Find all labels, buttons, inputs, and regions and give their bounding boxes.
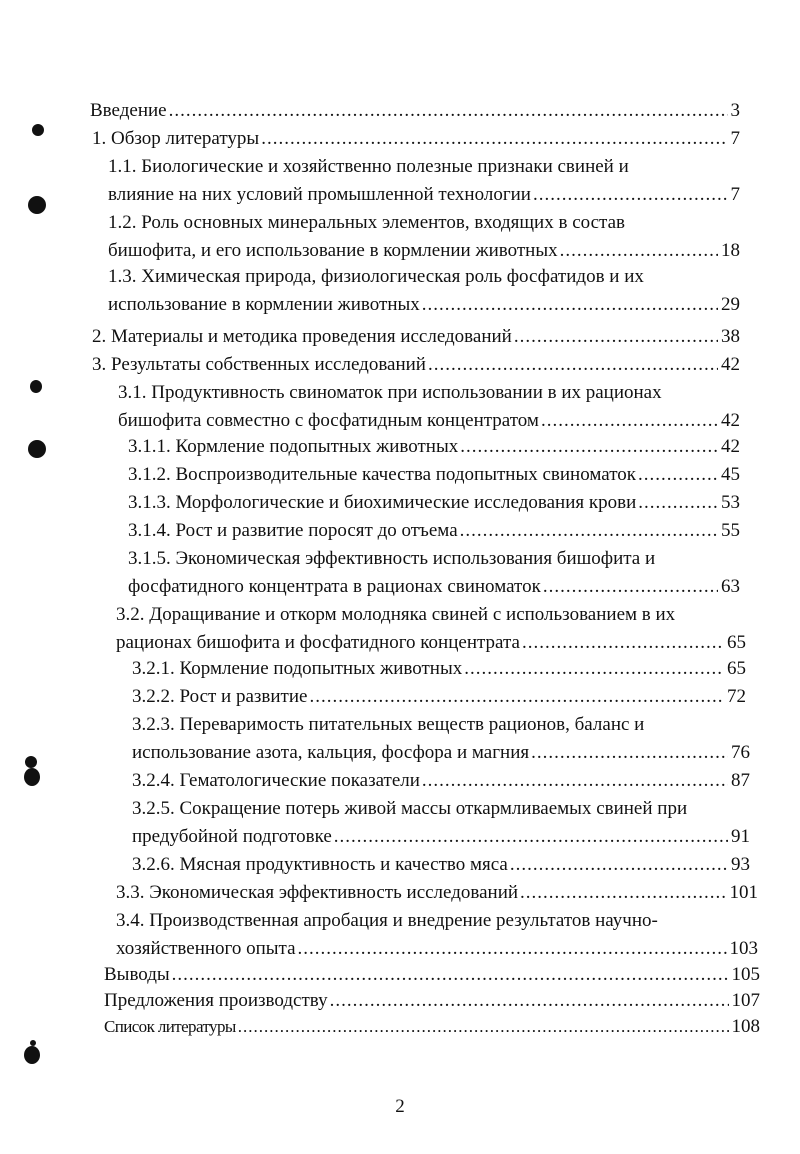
toc-label: 3.2. Доращивание и откорм молодняка свиней с использованием в их (116, 604, 676, 625)
toc-label-cont: хозяйственного опыта (116, 938, 296, 959)
toc-entry-1-1 (108, 154, 740, 208)
scan-blot (24, 1046, 40, 1064)
scan-blot (24, 768, 40, 786)
toc-leader (510, 852, 728, 878)
toc-page: 108 (731, 1016, 760, 1037)
toc-leader (560, 238, 718, 264)
toc-entry-3-1-3 (128, 490, 740, 516)
toc-label: 1.2. Роль основных минеральных элементов, входящих в состав (108, 212, 625, 233)
page-number: 2 (395, 1096, 405, 1117)
toc-label: Введение (90, 100, 167, 121)
toc-label: 3.2.1. Кормление подопытных животных (132, 658, 463, 679)
toc-page: 7 (730, 128, 740, 149)
toc-leader (541, 408, 718, 434)
toc-label: 3.2.4. Гематологические показатели (132, 770, 420, 791)
toc-page: 3 (730, 100, 740, 121)
toc-label-cont: бишофита совместно с фосфатидным концентратом (118, 410, 539, 431)
toc-label: 3.2.6. Мясная продуктивность и качество мяса (132, 854, 508, 875)
toc-page: 7 (730, 184, 740, 205)
toc-entry-2 (92, 324, 740, 350)
toc-label: 2. Материалы и методика проведения исследований (92, 326, 512, 347)
toc-page: 53 (721, 492, 740, 513)
toc-entry-conclusions (104, 962, 760, 988)
toc-label: 3.2.3. Переваримость питательных веществ рационов, баланс и (132, 714, 645, 735)
toc-label: 3.4. Производственная апробация и внедрение результатов научно- (116, 910, 658, 931)
toc-leader (460, 518, 718, 544)
toc-entry-3-2-1 (132, 656, 746, 682)
toc-leader (428, 352, 718, 378)
toc-leader (460, 434, 718, 460)
toc-label-cont: рационах бишофита и фосфатидного концентрата (116, 632, 520, 653)
toc-entry-3-1 (118, 380, 740, 434)
toc-entry-proposals (104, 988, 760, 1014)
toc-entry-3-4 (116, 908, 758, 962)
toc-label-cont: бишофита, и его использование в кормлении животных (108, 240, 558, 261)
toc-entry-references (104, 1014, 760, 1040)
toc-label: 3.3. Экономическая эффективность исследований (116, 882, 519, 903)
toc-page: 42 (721, 410, 740, 431)
scan-blot (30, 1040, 36, 1046)
toc-page: 93 (731, 854, 750, 875)
toc-page: 55 (721, 520, 740, 541)
toc-page: 103 (729, 938, 758, 959)
toc-leader (330, 988, 729, 1014)
toc-label: 3.2.5. Сокращение потерь живой массы откармливаемых свиней при (132, 798, 688, 819)
toc-leader (334, 824, 728, 850)
toc-label: 3.1. Продуктивность свиноматок при использовании в их рационах (118, 382, 662, 403)
toc-page: 42 (721, 354, 740, 375)
toc-leader (169, 98, 728, 124)
toc-entry-3-2 (116, 602, 746, 656)
toc-label: Выводы (104, 964, 170, 985)
toc-entry-3 (92, 352, 740, 378)
toc-leader (520, 880, 726, 906)
toc-leader (638, 462, 718, 488)
toc-leader (514, 324, 718, 350)
toc-entry-3-2-5 (132, 796, 750, 850)
toc-entry-intro (90, 98, 740, 124)
toc-entry-1 (92, 126, 740, 152)
toc-label: 3.1.5. Экономическая эффективность использования бишофита и (128, 548, 656, 569)
toc-page: 29 (721, 294, 740, 315)
toc-page: 18 (721, 240, 740, 261)
toc-entry-3-1-1 (128, 434, 740, 460)
toc-leader (422, 292, 718, 318)
toc-leader (261, 126, 727, 152)
toc-label: Предложения производству (104, 990, 328, 1011)
toc-leader (422, 768, 728, 794)
toc-page: 72 (727, 686, 746, 707)
toc-label-cont: предубойной подготовке (132, 826, 332, 847)
scan-blot (30, 380, 42, 393)
toc-page: 38 (721, 326, 740, 347)
toc-label: Список литературы (104, 1017, 236, 1036)
toc-page: 65 (727, 658, 746, 679)
toc-page: 87 (731, 770, 750, 791)
toc-leader (531, 740, 728, 766)
toc-leader (543, 574, 718, 600)
toc-leader (638, 490, 718, 516)
toc-leader (309, 684, 724, 710)
scan-blot (25, 756, 37, 768)
toc-entry-3-1-5 (128, 546, 740, 600)
toc-leader (238, 1014, 729, 1040)
toc-label: 3.2.2. Рост и развитие (132, 686, 308, 707)
scan-blot (28, 196, 46, 214)
toc-label: 3.1.2. Воспроизводительные качества подопытных свиноматок (128, 464, 636, 485)
toc-page: 91 (731, 826, 750, 847)
toc-leader (172, 962, 729, 988)
toc-label-cont: влияние на них условий промышленной технологии (108, 184, 531, 205)
toc-label: 3. Результаты собственных исследований (92, 354, 426, 375)
toc-label: 3.1.3. Морфологические и биохимические исследования крови (128, 492, 637, 513)
toc-page: 105 (731, 964, 760, 985)
toc-entry-3-1-4 (128, 518, 740, 544)
toc-label: 1. Обзор литературы (92, 128, 260, 149)
toc-leader (298, 936, 727, 962)
toc-entry-3-2-3 (132, 712, 750, 766)
toc-entry-1-3 (108, 264, 740, 318)
toc-page: 76 (731, 742, 750, 763)
toc-label-cont: использование азота, кальция, фосфора и магния (132, 742, 530, 763)
toc-page: 65 (727, 632, 746, 653)
toc-leader (522, 630, 724, 656)
toc-leader (464, 656, 724, 682)
toc-entry-3-3 (116, 880, 758, 906)
toc-entry-1-2 (108, 210, 740, 264)
toc-page: 107 (731, 990, 760, 1011)
toc-entry-3-1-2 (128, 462, 740, 488)
scan-blot (32, 124, 44, 136)
toc-label: 1.1. Биологические и хозяйственно полезные признаки свиней и (108, 156, 629, 177)
toc-entry-3-2-4 (132, 768, 750, 794)
scan-blot (28, 440, 46, 458)
toc-entry-3-2-2 (132, 684, 746, 710)
toc-page: 45 (721, 464, 740, 485)
toc-label-cont: фосфатидного концентрата в рационах свиноматок (128, 576, 541, 597)
toc-entry-3-2-6 (132, 852, 750, 878)
toc-leader (533, 182, 728, 208)
toc-label: 1.3. Химическая природа, физиологическая роль фосфатидов и их (108, 266, 644, 287)
toc-page: 101 (729, 882, 758, 903)
toc-label-cont: использование в кормлении животных (108, 294, 420, 315)
toc-label: 3.1.1. Кормление подопытных животных (128, 436, 459, 457)
toc-page: 42 (721, 436, 740, 457)
toc-label: 3.1.4. Рост и развитие поросят до отъема (128, 520, 458, 541)
toc-page: 63 (721, 576, 740, 597)
